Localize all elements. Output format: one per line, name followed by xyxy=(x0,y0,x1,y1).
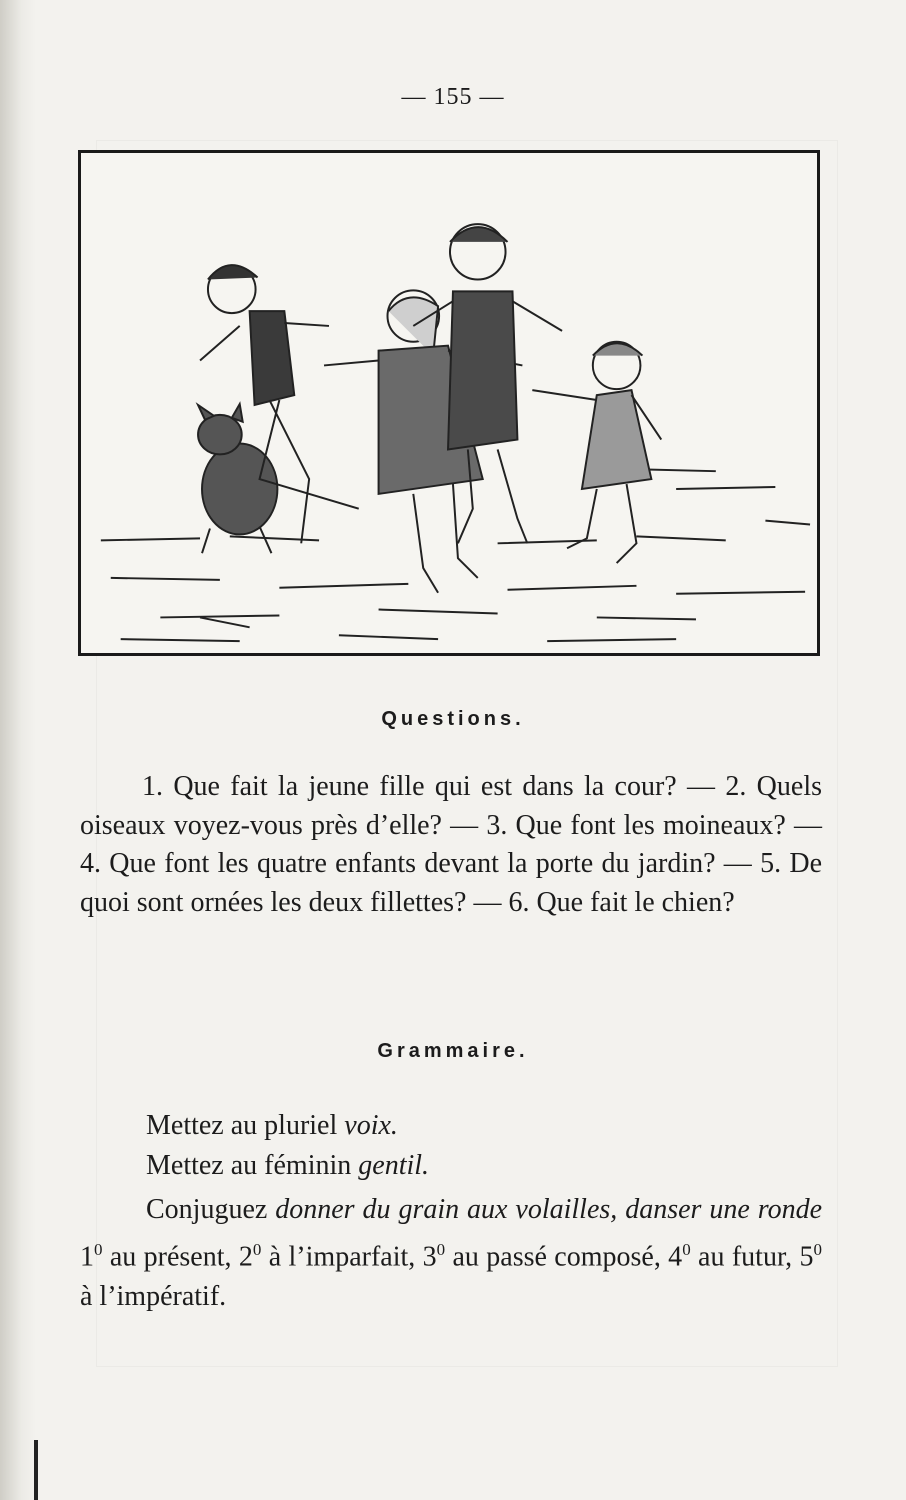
page-number: — 155 — xyxy=(401,84,505,110)
tense-3-sup: 0 xyxy=(436,1240,446,1259)
exercise-feminin-prefix: Mettez au féminin xyxy=(146,1150,359,1181)
tense-4-sup: 0 xyxy=(682,1240,691,1259)
tense-5: au futur, 5 xyxy=(690,1241,814,1273)
exercise-conjuguez-prefix: Conjuguez xyxy=(146,1194,276,1225)
tense-1: 1 xyxy=(80,1241,94,1273)
tense-2: au présent, 2 xyxy=(102,1241,253,1273)
children-round-dance-illustration xyxy=(81,153,817,653)
exercise-pluriel xyxy=(146,1110,888,1142)
questions-heading: Questions. xyxy=(381,708,525,730)
exercise-pluriel-word: voix. xyxy=(344,1110,398,1141)
tense-3: à l’imparfait, 3 xyxy=(261,1241,437,1273)
tense-4: au passé composé, 4 xyxy=(445,1241,683,1273)
tense-2-sup: 0 xyxy=(252,1240,262,1259)
dog-figure xyxy=(198,404,277,553)
grammaire-heading: Grammaire. xyxy=(377,1040,529,1062)
exercise-feminin-word: gentil. xyxy=(358,1150,430,1181)
illustration-frame xyxy=(78,150,820,656)
tense-5-sup: 0 xyxy=(813,1240,823,1259)
child-right-figure xyxy=(532,342,661,563)
questions-text: 1. Que fait la jeune fille qui est dans la cour? — 2. Quels oiseaux voyez-vous près d’elle? — 3. Que font les moineaux? — 4. Que font les quatre enfants devant la porte du jardin? — 5. De quoi sont ornées les deux fillettes? — 6. Que fait le chien? xyxy=(80,771,822,918)
exercise-conjuguez xyxy=(80,1190,822,1317)
page-edge xyxy=(34,1440,38,1500)
exercise-feminin xyxy=(146,1150,888,1182)
tense-6: à l’impératif. xyxy=(80,1281,227,1313)
exercise-conjuguez-phrase: donner du grain aux volailles, danser une ronde xyxy=(275,1194,823,1225)
exercise-pluriel-prefix: Mettez au pluriel xyxy=(146,1110,345,1141)
tense-1-sup: 0 xyxy=(94,1240,103,1259)
binding-shadow xyxy=(0,0,36,1500)
